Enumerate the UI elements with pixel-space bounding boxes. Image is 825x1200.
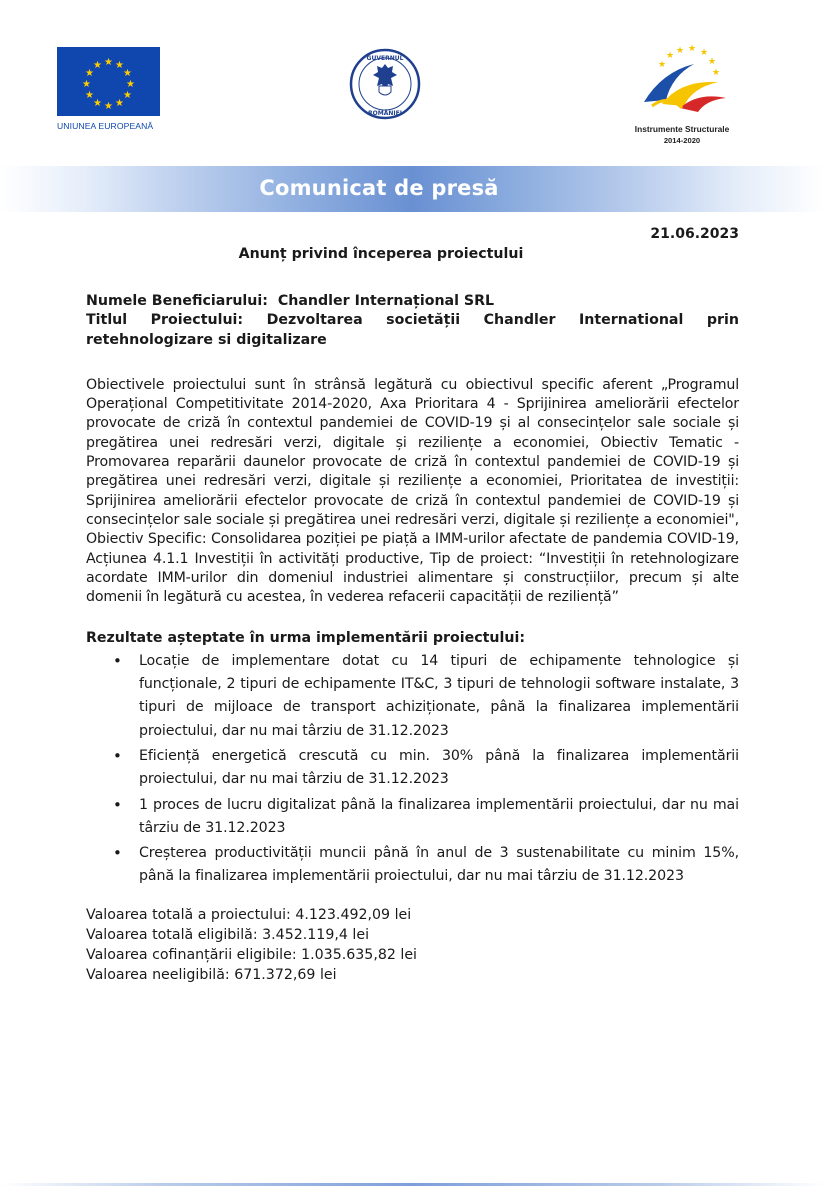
- list-item: • 1 proces de lucru digitalizat până la finalizarea implementării proiectului, dar nu mai târziu de 31.12.2023: [139, 794, 739, 841]
- svg-text:★: ★: [687, 44, 697, 54]
- beneficiary-line: [86, 292, 739, 311]
- structural-instruments-logo: [622, 42, 742, 147]
- beneficiary-label: Numele Beneficiarului:: [86, 293, 268, 309]
- results-heading: Rezultate așteptate în urma implementării proiectului:: [86, 630, 526, 647]
- svg-text:★: ★: [93, 60, 102, 71]
- government-seal-logo: [349, 48, 421, 120]
- svg-text:★: ★: [93, 98, 102, 109]
- project-title-label: Titlul Proiectului:: [86, 312, 244, 329]
- svg-text:★: ★: [657, 60, 667, 70]
- svg-text:★: ★: [123, 90, 132, 101]
- release-date: 21.06.2023: [650, 226, 739, 242]
- list-item: • Creșterea productivității muncii până în anul de 3 sustenabilitate cu minim 15%, până la finalizarea implementării proiectului, dar nu mai târziu de 31.12.2023: [139, 842, 739, 889]
- svg-text:ROMÂNIEI: ROMÂNIEI: [368, 110, 402, 117]
- svg-text:★: ★: [115, 98, 124, 109]
- svg-text:★: ★: [82, 79, 91, 90]
- svg-text:★: ★: [104, 101, 113, 112]
- list-item: • Eficiență energetică crescută cu min. 30% până la finalizarea implementării proiectului, dar nu mai târziu de 31.12.2023: [139, 745, 739, 792]
- svg-text:★: ★: [115, 60, 124, 71]
- eligible-cofinancing-value: Valoarea cofinanțării eligibile: 1.035.635,82 lei: [86, 946, 418, 963]
- eu-label: UNIUNEA EUROPEANĂ: [57, 121, 154, 131]
- svg-text:★: ★: [699, 48, 709, 58]
- press-release-banner: [0, 166, 825, 212]
- banner-title: Comunicat de presă: [259, 176, 499, 200]
- svg-text:★: ★: [711, 68, 721, 78]
- objectives-paragraph: Obiectivele proiectului sunt în strânsă legătură cu obiectivul specific aferent „Programul Operațional Competitivitate 2014-2020, Axa Prioritara 4 - Sprijinirea ameliorării efectelor provocate de criză în contextul pandemiei de COVID-19 și al consecințelor sale sociale și pregătirea unei redresări verzi, digitale și reziliențe a economiei, Obiectiv Tematic - Promovarea reparării daunelor provocate de criză în contextul pandemiei de COVID-19 și pregătirea unei redresări verzi, digitale și reziliențe a economiei, Prioritatea de investiții: Sprijinirea ameliorării efectelor provocate de criză în contextul pandemiei de COVID-19 și consecințelor sale sociale și pregătirea unei redresări verzi, digitale și reziliențe a economiei", Obiectiv Specific: Consolidarea poziției pe piață a IMM-urilor afectate de pandemia COVID-19, Acțiunea 4.1.1 Investiții în activități productive, Tip de proiect: “Investiții în retehnologizare acordate IMM-urilor din domeniul industriei alimentare și construcțiilor, precum și alte domenii în legătură cu acestea, în vederea refacerii capacității de reziliență”: [86, 376, 739, 606]
- ineligible-value: Valoarea neeligibilă: 671.372,69 lei: [86, 966, 337, 983]
- svg-text:GUVERNUL: GUVERNUL: [366, 55, 404, 62]
- footer-divider: [0, 1183, 825, 1186]
- project-title: Dezvoltarea societății Chandler International prin retehnologizare si digitalizare: [86, 312, 739, 348]
- svg-text:★: ★: [675, 46, 685, 56]
- total-value: Valoarea totală a proiectului: 4.123.492,09 lei: [86, 906, 412, 923]
- beneficiary-name: Chandler Internațional SRL: [277, 293, 495, 309]
- list-item: • Locație de implementare dotat cu 14 tipuri de echipamente tehnologice și funcționale, 2 tipuri de echipamente IT&C, 3 tipuri de tehnologii software instalate, 3 tipuri de mijloace de transport achiziționate, până la finalizarea implementării proiectului, dar nu mai târziu de 31.12.2023: [139, 650, 739, 743]
- government-seal-icon: [349, 48, 421, 120]
- eu-flag-icon: [57, 47, 160, 116]
- svg-text:★: ★: [665, 51, 675, 61]
- results-list: [86, 650, 739, 889]
- structural-instruments-icon: [622, 42, 742, 122]
- eu-logo: [57, 47, 162, 131]
- project-values: [86, 905, 739, 985]
- document-body: [86, 292, 739, 985]
- svg-text:★: ★: [126, 79, 135, 90]
- announcement-title: Anunț privind începerea proiectului: [238, 246, 524, 262]
- svg-text:★: ★: [85, 90, 94, 101]
- structural-instruments-period: 2014-2020: [663, 136, 701, 145]
- svg-text:★: ★: [123, 68, 132, 79]
- svg-text:★: ★: [104, 57, 113, 68]
- svg-text:★: ★: [707, 57, 717, 67]
- svg-text:★: ★: [85, 68, 94, 79]
- structural-instruments-label: Instrumente Structurale: [634, 124, 730, 134]
- project-title-line: [86, 311, 739, 350]
- total-eligible-value: Valoarea totală eligibilă: 3.452.119,4 lei: [86, 926, 370, 943]
